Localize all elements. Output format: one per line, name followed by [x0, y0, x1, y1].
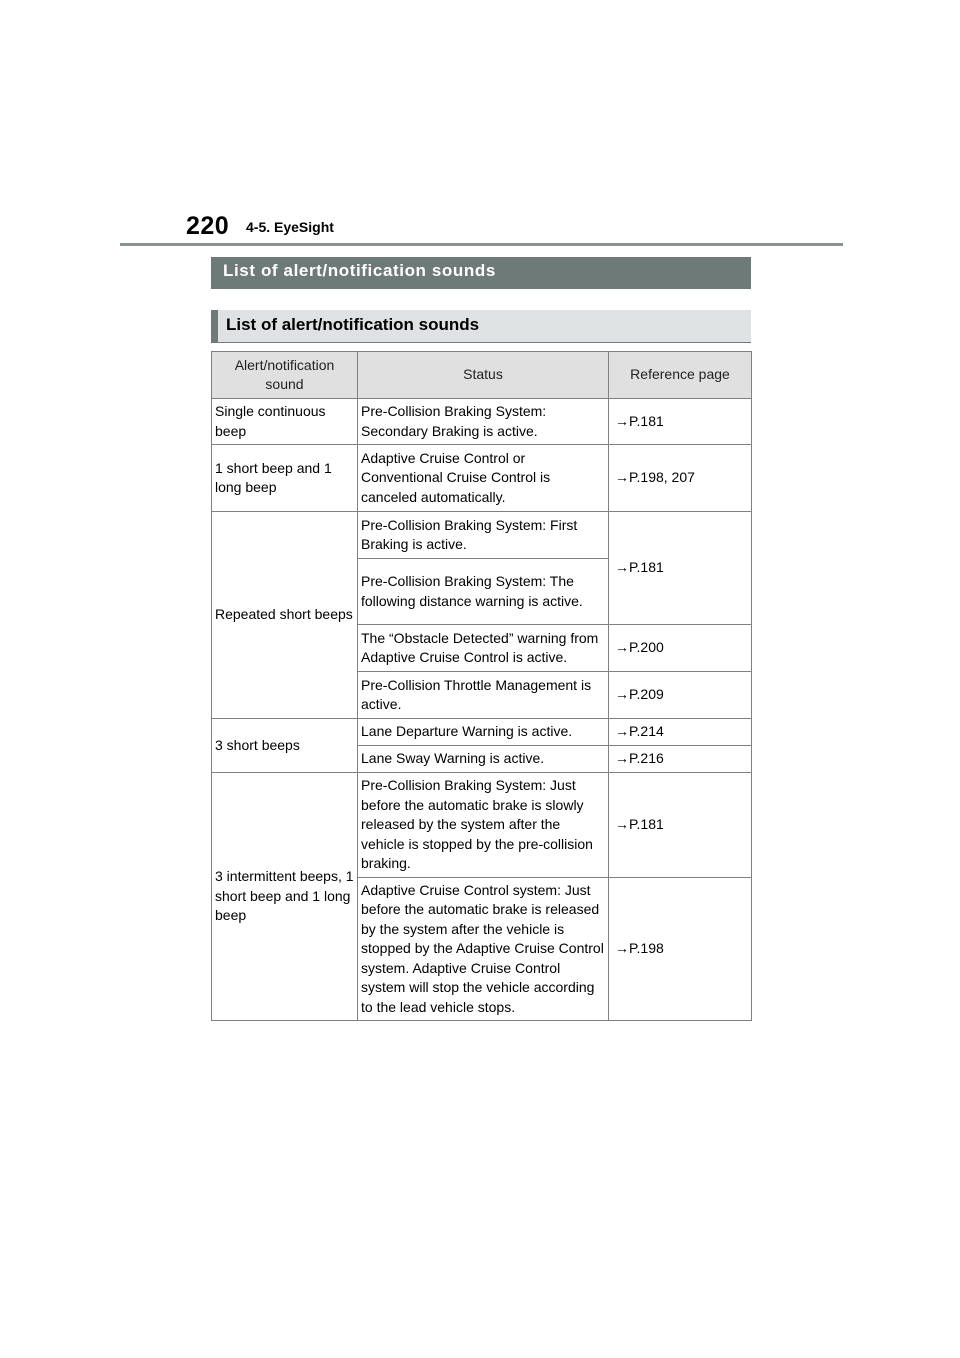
table-row [212, 773, 752, 878]
subheading: List of alert/notification sounds [211, 310, 751, 343]
sound-cell: 3 intermittent beeps, 1 short beep and 1 long beep [212, 773, 358, 1021]
column-header-reference: Reference page [609, 352, 752, 399]
table-row [212, 512, 752, 559]
status-cell: Lane Sway Warning is active. [358, 746, 609, 773]
status-cell: Pre-Collision Braking System: Just before the automatic brake is slowly released by the system after the vehicle is stopped by the pre-collision braking. [358, 773, 609, 878]
status-cell: Pre-Collision Braking System: The following distance warning is active. [358, 559, 609, 625]
column-header-status: Status [358, 352, 609, 399]
column-header-sound: Alert/notification sound [212, 352, 358, 399]
header-divider [120, 243, 843, 246]
reference-cell: →P.198 [609, 878, 752, 1021]
status-cell: Pre-Collision Braking System: First Braking is active. [358, 512, 609, 559]
table-header-row [212, 352, 752, 399]
sound-cell: Repeated short beeps [212, 512, 358, 719]
reference-cell: →P.198, 207 [609, 445, 752, 512]
status-cell: Adaptive Cruise Control or Conventional Cruise Control is canceled automatically. [358, 445, 609, 512]
table-row [212, 399, 752, 445]
sound-cell: 3 short beeps [212, 719, 358, 773]
section-banner: List of alert/notification sounds [211, 257, 751, 289]
reference-cell: →P.216 [609, 746, 752, 773]
reference-cell: →P.200 [609, 625, 752, 672]
reference-cell: →P.181 [609, 512, 752, 625]
table-row [212, 445, 752, 512]
reference-cell: →P.181 [609, 399, 752, 445]
reference-cell: →P.209 [609, 672, 752, 719]
section-breadcrumb: 4-5. EyeSight [246, 219, 334, 235]
page-number: 220 [186, 212, 230, 240]
status-cell: Pre-Collision Braking System: Secondary Braking is active. [358, 399, 609, 445]
table-row [212, 719, 752, 746]
reference-cell: →P.214 [609, 719, 752, 746]
status-cell: The “Obstacle Detected” warning from Adaptive Cruise Control is active. [358, 625, 609, 672]
sound-cell: Single continuous beep [212, 399, 358, 445]
sound-cell: 1 short beep and 1 long beep [212, 445, 358, 512]
alert-sound-table [211, 351, 752, 1021]
reference-cell: →P.181 [609, 773, 752, 878]
status-cell: Pre-Collision Throttle Management is active. [358, 672, 609, 719]
status-cell: Adaptive Cruise Control system: Just before the automatic brake is released by the system after the vehicle is stopped by the Adaptive Cruise Control system. Adaptive Cruise Control system will stop the vehicle according to the lead vehicle stops. [358, 878, 609, 1021]
status-cell: Lane Departure Warning is active. [358, 719, 609, 746]
